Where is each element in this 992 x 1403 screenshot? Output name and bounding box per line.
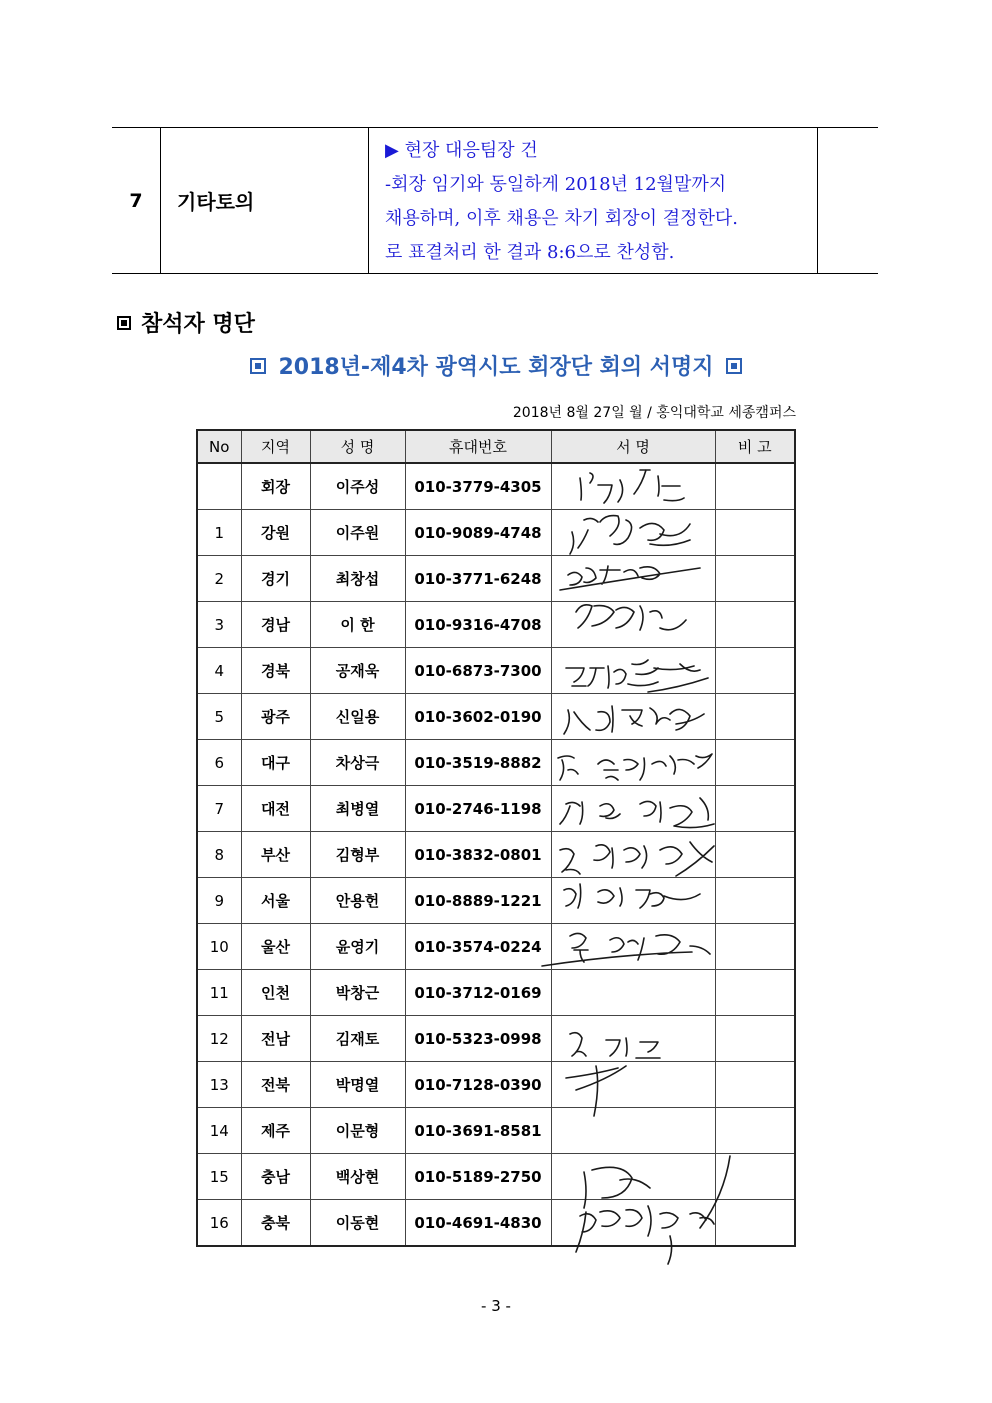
row-number: 7	[197, 786, 241, 832]
header-no: No	[197, 430, 241, 463]
row-name: 김형부	[310, 832, 405, 878]
row-name: 박창근	[310, 970, 405, 1016]
agenda-content	[369, 128, 818, 273]
table-row	[197, 786, 795, 832]
row-number: 2	[197, 556, 241, 602]
row-name: 공재욱	[310, 648, 405, 694]
row-phone: 010-7128-0390	[405, 1062, 551, 1108]
row-region: 경기	[241, 556, 310, 602]
agenda-item-title: 기타토의	[161, 128, 369, 273]
row-number: 1	[197, 510, 241, 556]
header-region: 지역	[241, 430, 310, 463]
agenda-line-3: 로 표결처리 한 결과 8:6으로 찬성함.	[385, 242, 675, 263]
row-signature-cell	[551, 740, 715, 786]
row-phone: 010-3602-0190	[405, 694, 551, 740]
row-region: 회장	[241, 463, 310, 510]
row-signature-cell	[551, 694, 715, 740]
row-number: 3	[197, 602, 241, 648]
row-signature-cell	[551, 1062, 715, 1108]
row-remarks-cell	[715, 1062, 795, 1108]
row-region: 부산	[241, 832, 310, 878]
row-region: 경남	[241, 602, 310, 648]
row-region: 대전	[241, 786, 310, 832]
row-phone: 010-3712-0169	[405, 970, 551, 1016]
header-name: 성 명	[310, 430, 405, 463]
filled-square-icon	[117, 316, 131, 330]
row-remarks-cell	[715, 556, 795, 602]
row-phone: 010-8889-1221	[405, 878, 551, 924]
row-signature-cell	[551, 1108, 715, 1154]
row-number: 4	[197, 648, 241, 694]
row-name: 이동현	[310, 1200, 405, 1247]
table-row	[197, 970, 795, 1016]
row-number: 5	[197, 694, 241, 740]
row-name: 백상현	[310, 1154, 405, 1200]
section-heading-text: 참석자 명단	[141, 312, 255, 337]
row-signature-cell	[551, 648, 715, 694]
filled-square-icon	[250, 358, 266, 374]
row-phone: 010-5323-0998	[405, 1016, 551, 1062]
row-region: 전북	[241, 1062, 310, 1108]
row-name: 김재토	[310, 1016, 405, 1062]
row-number: 8	[197, 832, 241, 878]
agenda-line-2: 채용하며, 이후 채용은 차기 회장이 결정한다.	[385, 208, 739, 229]
table-header-row	[197, 430, 795, 463]
row-name: 이 한	[310, 602, 405, 648]
table-row	[197, 694, 795, 740]
row-remarks-cell	[715, 1154, 795, 1200]
row-signature-cell	[551, 463, 715, 510]
row-phone: 010-2746-1198	[405, 786, 551, 832]
agenda-number: 7	[112, 128, 161, 273]
row-region: 인천	[241, 970, 310, 1016]
row-remarks-cell	[715, 510, 795, 556]
row-number: 13	[197, 1062, 241, 1108]
row-phone: 010-3779-4305	[405, 463, 551, 510]
meeting-date-location: 2018년 8월 27일 월 / 홍익대학교 세종캠퍼스	[512, 405, 796, 421]
row-number	[197, 463, 241, 510]
header-signature: 서 명	[551, 430, 715, 463]
row-number: 9	[197, 878, 241, 924]
agenda-empty-cell	[818, 128, 878, 273]
table-row	[197, 602, 795, 648]
row-remarks-cell	[715, 740, 795, 786]
row-remarks-cell	[715, 878, 795, 924]
row-phone: 010-4691-4830	[405, 1200, 551, 1247]
row-remarks-cell	[715, 1200, 795, 1247]
row-remarks-cell	[715, 648, 795, 694]
row-remarks-cell	[715, 924, 795, 970]
row-phone: 010-6873-7300	[405, 648, 551, 694]
row-region: 충북	[241, 1200, 310, 1247]
row-remarks-cell	[715, 1016, 795, 1062]
row-number: 16	[197, 1200, 241, 1247]
row-number: 14	[197, 1108, 241, 1154]
header-remarks: 비 고	[715, 430, 795, 463]
table-row	[197, 1154, 795, 1200]
filled-square-icon	[726, 358, 742, 374]
table-row	[197, 510, 795, 556]
row-signature-cell	[551, 786, 715, 832]
table-row	[197, 463, 795, 510]
agenda-line-1: -회장 임기와 동일하게 2018년 12월말까지	[385, 174, 727, 195]
row-number: 10	[197, 924, 241, 970]
sheet-title	[0, 350, 992, 381]
table-row	[197, 924, 795, 970]
row-name: 신일용	[310, 694, 405, 740]
table-row	[197, 1016, 795, 1062]
table-row	[197, 648, 795, 694]
row-name: 윤영기	[310, 924, 405, 970]
row-signature-cell	[551, 924, 715, 970]
row-region: 충남	[241, 1154, 310, 1200]
row-phone: 010-3691-8581	[405, 1108, 551, 1154]
table-row	[197, 832, 795, 878]
row-region: 울산	[241, 924, 310, 970]
row-region: 서울	[241, 878, 310, 924]
table-row	[197, 1108, 795, 1154]
row-signature-cell	[551, 1154, 715, 1200]
row-number: 11	[197, 970, 241, 1016]
row-region: 광주	[241, 694, 310, 740]
row-signature-cell	[551, 878, 715, 924]
row-name: 박명열	[310, 1062, 405, 1108]
row-remarks-cell	[715, 970, 795, 1016]
row-region: 대구	[241, 740, 310, 786]
row-phone: 010-9316-4708	[405, 602, 551, 648]
row-remarks-cell	[715, 1108, 795, 1154]
page-number: - 3 -	[481, 1297, 511, 1315]
section-heading	[117, 307, 255, 338]
row-name: 이주성	[310, 463, 405, 510]
row-number: 12	[197, 1016, 241, 1062]
row-number: 15	[197, 1154, 241, 1200]
row-remarks-cell	[715, 694, 795, 740]
header-phone: 휴대번호	[405, 430, 551, 463]
attendee-signature-table	[196, 429, 796, 1247]
row-phone: 010-9089-4748	[405, 510, 551, 556]
row-remarks-cell	[715, 463, 795, 510]
table-row	[197, 1062, 795, 1108]
row-phone: 010-5189-2750	[405, 1154, 551, 1200]
agenda-table	[112, 127, 878, 274]
row-name: 이문형	[310, 1108, 405, 1154]
row-region: 전남	[241, 1016, 310, 1062]
row-signature-cell	[551, 556, 715, 602]
row-name: 안용헌	[310, 878, 405, 924]
row-remarks-cell	[715, 832, 795, 878]
table-row	[197, 878, 795, 924]
row-region: 경북	[241, 648, 310, 694]
row-remarks-cell	[715, 602, 795, 648]
row-signature-cell	[551, 510, 715, 556]
row-remarks-cell	[715, 786, 795, 832]
agenda-heading: ▶ 현장 대응팀장 건	[385, 140, 538, 161]
row-region: 제주	[241, 1108, 310, 1154]
row-phone: 010-3519-8882	[405, 740, 551, 786]
row-signature-cell	[551, 602, 715, 648]
row-name: 차상극	[310, 740, 405, 786]
row-phone: 010-3574-0224	[405, 924, 551, 970]
row-name: 최병열	[310, 786, 405, 832]
row-signature-cell	[551, 832, 715, 878]
row-signature-cell	[551, 1016, 715, 1062]
row-signature-cell	[551, 1200, 715, 1247]
row-region: 강원	[241, 510, 310, 556]
table-row	[197, 740, 795, 786]
row-name: 이주원	[310, 510, 405, 556]
row-number: 6	[197, 740, 241, 786]
table-row	[197, 556, 795, 602]
table-row	[197, 1200, 795, 1247]
row-name: 최창섭	[310, 556, 405, 602]
sheet-title-text: 2018년-제4차 광역시도 회장단 회의 서명지	[278, 355, 714, 380]
row-phone: 010-3832-0801	[405, 832, 551, 878]
row-signature-cell	[551, 970, 715, 1016]
row-phone: 010-3771-6248	[405, 556, 551, 602]
